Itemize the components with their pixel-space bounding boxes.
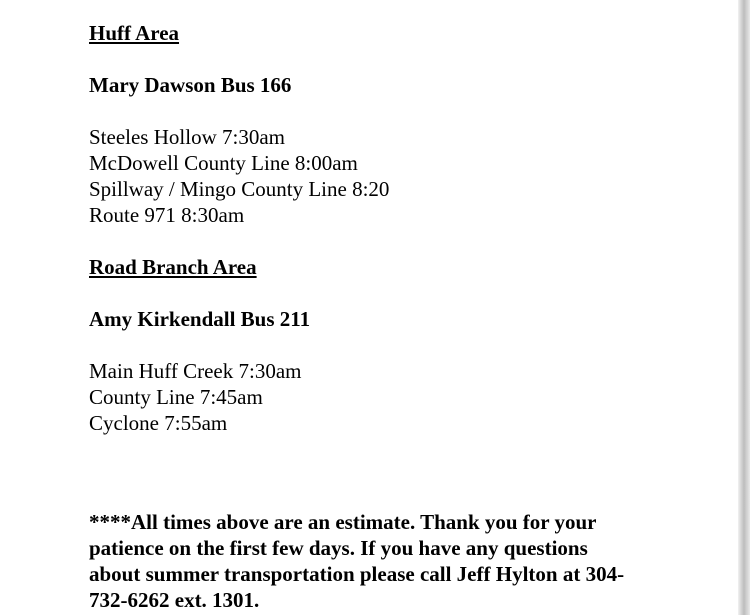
estimate-note	[89, 509, 669, 613]
note-line: about summer transportation please call Jeff Hylton at 304-	[89, 562, 625, 586]
bus-stop: Steeles Hollow 7:30am	[89, 125, 285, 149]
spacer	[89, 46, 669, 72]
bus-driver-line: Amy Kirkendall Bus 211	[89, 307, 311, 331]
note-line: patience on the first few days. If you have any questions	[89, 536, 588, 560]
bus-stop: Cyclone 7:55am	[89, 411, 228, 435]
schedule-content	[89, 20, 669, 436]
bus-stop: McDowell County Line 8:00am	[89, 151, 358, 175]
bus-stop: Spillway / Mingo County Line 8:20	[89, 177, 390, 201]
bus-stop: Main Huff Creek 7:30am	[89, 359, 302, 383]
spacer	[89, 280, 669, 306]
area-heading-huff: Huff Area	[89, 21, 180, 45]
note-line: 732-6262 ext. 1301.	[89, 588, 260, 612]
spacer	[89, 332, 669, 358]
bus-stop: Route 971 8:30am	[89, 203, 245, 227]
bus-stop: County Line 7:45am	[89, 385, 263, 409]
bus-driver-line: Mary Dawson Bus 166	[89, 73, 292, 97]
note-line: ****All times above are an estimate. Thank you for your	[89, 510, 597, 534]
page-edge-scrollbar[interactable]	[738, 0, 750, 615]
area-heading-road-branch: Road Branch Area	[89, 255, 257, 279]
spacer	[89, 98, 669, 124]
spacer	[89, 228, 669, 254]
